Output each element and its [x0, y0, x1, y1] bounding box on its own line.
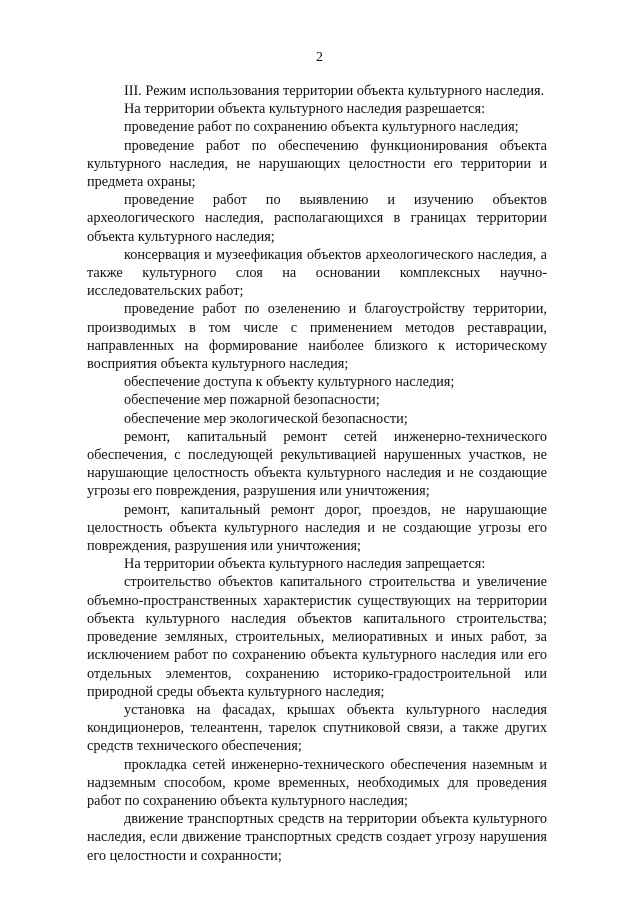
section-heading: III. Режим использования территории объекта культурного наследия. [124, 83, 545, 99]
prohibited-intro: На территории объекта культурного наследия запрещается: [124, 556, 486, 573]
allowed-item: проведение работ по выявлению и изучению объектов археологического наследия, располагающихся в границах территории объекта культурного наследия; [87, 192, 547, 245]
prohibited-item: установка на фасадах, крышах объекта культурного наследия кондиционеров, телеантенн, тарелок спутниковой связи, а также других средств технического обеспечения; [87, 701, 547, 755]
prohibited-item: строительство объектов капитального строительства и увеличение объемно-пространственных характеристик существующих на территории объекта культурного наследия объектов капитального строительства; проведение земляных, строительных, мелиоративных и иных работ, за исключением работ по сохранению объекта культурного наследия или его отдельных элементов, сохранению историко-градостроительной или природной среды объекта культурного наследия; [87, 574, 547, 700]
allowed-item: обеспечение мер экологической безопасности; [124, 410, 408, 427]
allowed-item: ремонт, капитальный ремонт сетей инженерно-технического обеспечения, с последующей рекультивацией нарушенных участков, не нарушающие целостность объекта культурного наследия и не создающие угрозы его повреждения, разрушения или уничтожения; [87, 428, 547, 500]
allowed-item: обеспечение доступа к объекту культурного наследия; [124, 374, 455, 391]
allowed-item: проведение работ по обеспечению функционирования объекта культурного наследия, не нарушающих целостности его территории и предмета охраны; [87, 137, 547, 191]
allowed-item: консервация и музеефикация объектов археологического наследия, а также культурного слоя на основании комплексных научно-исследовательских работ; [87, 246, 547, 300]
allowed-item: проведение работ по озеленению и благоустройству территории, производимых в том числе с применением методов реставрации, направленных на формирование наиболее близкого к историческому восприятия объекта культурного наследия; [87, 301, 547, 373]
allowed-item: обеспечение мер пожарной безопасности; [124, 392, 380, 409]
allowed-item: проведение работ по сохранению объекта культурного наследия; [124, 119, 519, 136]
document-body [87, 82, 547, 865]
prohibited-item: движение транспортных средств на территории объекта культурного наследия, если движение транспортных средств создает угрозу нарушения его целостности и сохранности; [87, 811, 547, 864]
allowed-item: ремонт, капитальный ремонт дорог, проездов, не нарушающие целостность объекта культурного наследия и не создающие угрозы его повреждения, разрушения или уничтожения; [87, 501, 547, 555]
prohibited-item: прокладка сетей инженерно-технического обеспечения наземным и надземным способом, кроме временных, необходимых для проведения работ по сохранению объекта культурного наследия; [87, 756, 547, 809]
allowed-intro: На территории объекта культурного наследия разрешается: [124, 101, 486, 118]
page-number: 2 [316, 50, 323, 65]
